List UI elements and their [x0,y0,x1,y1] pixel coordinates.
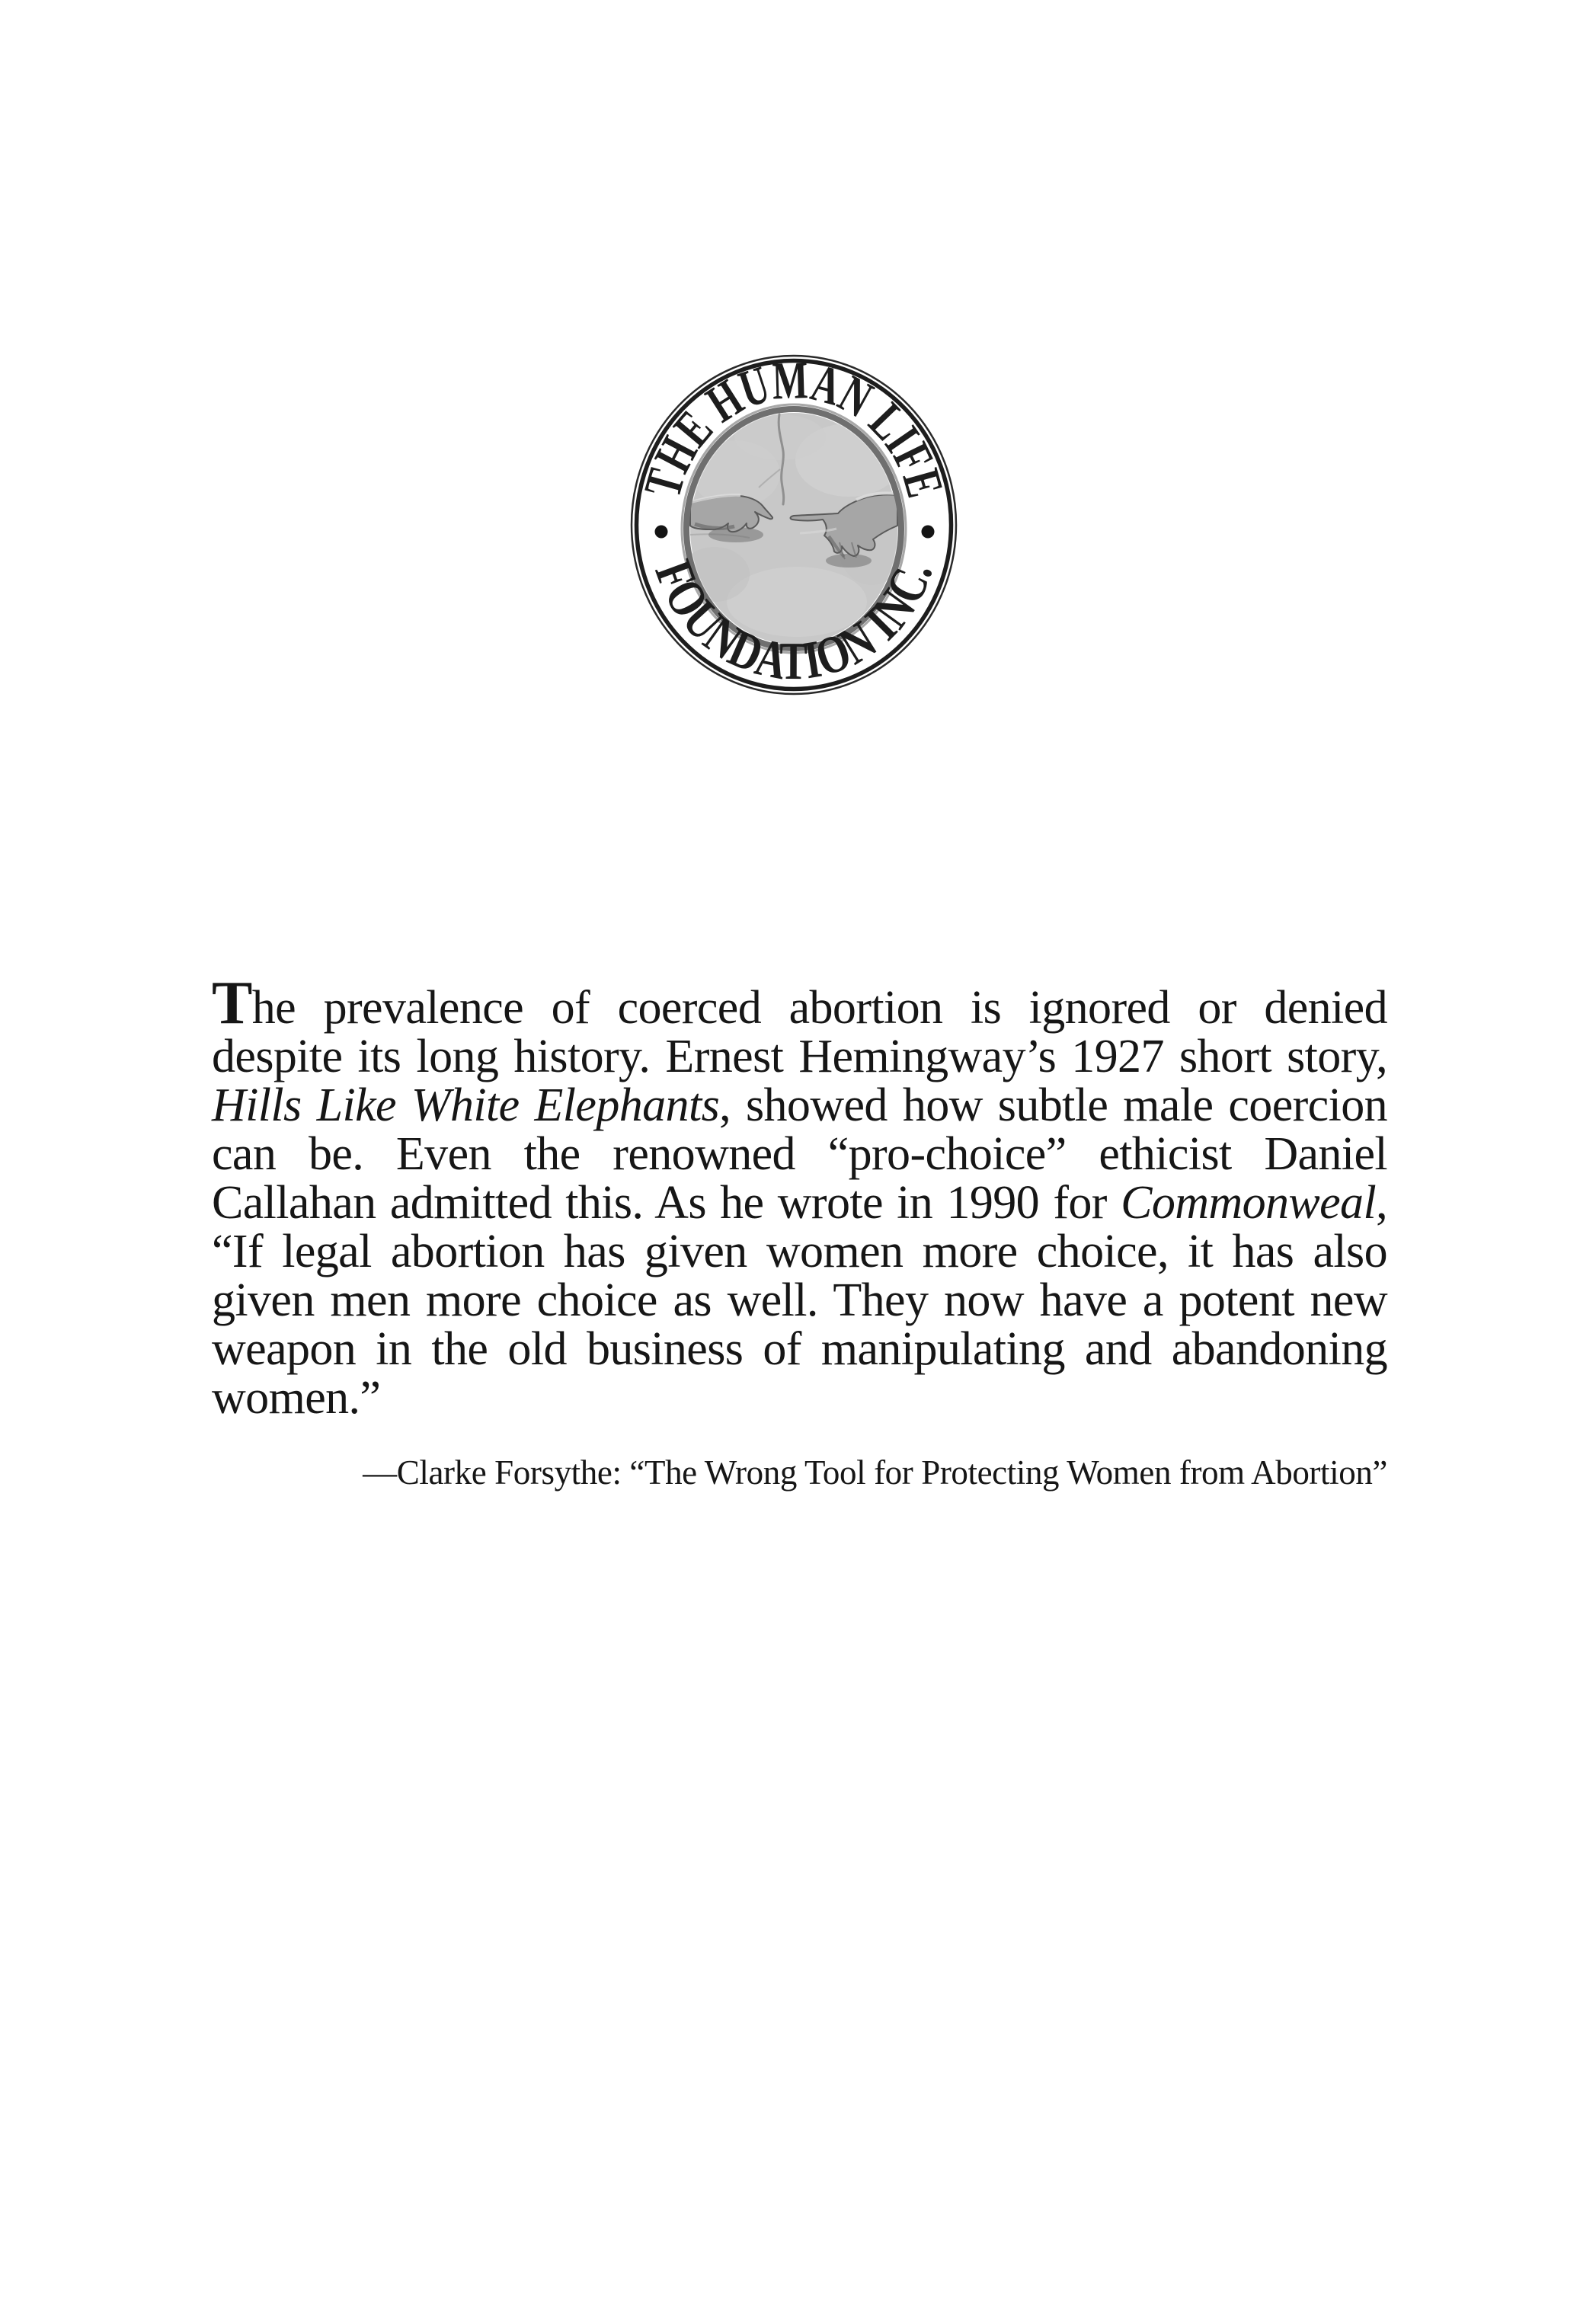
bullet-dot-icon-left [655,526,668,539]
bullet-dot-icon-right [922,526,935,539]
logo-arc-text-bottom: FOUNDATION INC. [643,552,945,692]
logo-arc-text-top: THE HUMAN LIFE [633,350,958,513]
epigraph-block [212,970,1387,1494]
quote-segment-roman: , “If legal abortion has given women more choice, it has also given men more choice as well. They now have a potent new weapon in the old business of manipulating and abandoning women.” [212,1177,1387,1424]
human-life-foundation-logo [620,346,968,704]
quote-paragraph [212,970,1387,1424]
quote-segment-roman: he prevalence of coerced abortion is ignored or denied despite its long history. Ernest Hemingway’s 1927 short story, [212,982,1387,1082]
quote-segment-initial: T [212,970,252,1037]
quote-segment-italic: Hills Like White Elephants [212,1079,720,1131]
foundation-seal-svg [620,346,968,704]
quote-attribution: —Clarke Forsythe: “The Wrong Tool for Protecting Women from Abortion” [363,1453,1387,1492]
right-hand-shadow [826,554,872,568]
quote-segment-roman: , showed how subtle male coercion can be. Even the renowned “pro-choice” ethicist Daniel Callahan admitted this. As he wrote in 1990 for [212,1079,1387,1229]
quote-segment-italic: Commonweal [1121,1177,1377,1229]
